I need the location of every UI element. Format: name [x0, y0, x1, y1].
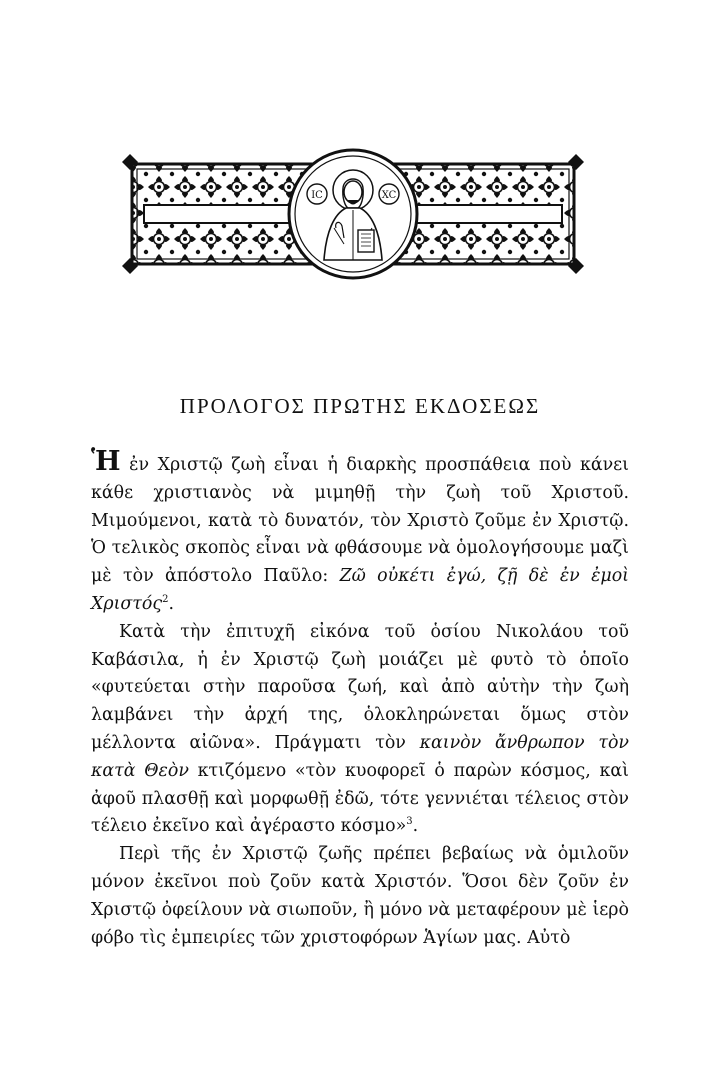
monogram-xc: XC	[381, 190, 397, 201]
ornamental-headpiece	[120, 148, 586, 280]
body-text	[91, 448, 629, 952]
text-segment: Κατὰ τὴν ἐπιτυχῆ εἰκόνα τοῦ ὁσίου Νικολάου τοῦ Καβάσιλα, ἡ ἐν Χριστῷ ζωὴ μοιάζει μὲ φυτὸ τὸ ὁποῖο «φυτεύεται στὴν παροῦσα ζωή, καὶ ἀπὸ αὐτὴν τὴν ζωὴ λαμβάνει τὴν ἀρχή της, ὁλοκληρώνεται ὅμως στὸν μέλλοντα αἰῶνα». Πράγματι τὸν	[91, 621, 629, 753]
paragraph	[91, 841, 629, 952]
footnote-marker: 2	[162, 594, 169, 606]
italic-quote: καινὸν ἄνθρωπον τὸν κατὰ Θεὸν	[91, 732, 630, 781]
drop-cap: Ἡ	[91, 446, 121, 477]
text-segment: Περὶ τῆς ἐν Χριστῷ ζωῆς πρέπει βεβαίως νὰ ὁμιλοῦν μόνον ἐκεῖνοι ποὺ ζοῦν κατὰ Χριστόν. Ὅσοι δὲν ζοῦν ἐν Χριστῷ ὀφείλουν νὰ σιωποῦν, ἢ μόνο νὰ μεταφέρουν μὲ ἱερὸ φόβο τὶς ἐμπειρίες τῶν χριστοφόρων Ἁγίων μας. Αὐτὸ	[91, 844, 629, 948]
medallion	[289, 150, 417, 278]
text-segment: ἐν Χριστῷ ζωὴ εἶναι ἡ διαρκὴς προσπάθεια ποὺ κάνει κάθε χριστιανὸς νὰ μιμηθῇ τὴν ζωὴ τοῦ Χριστοῦ. Μιμούμενοι, κατὰ τὸ δυνατόν, τὸν Χριστὸ ζοῦμε ἐν Χριστῷ. Ὁ τελικὸς σκοπὸς εἶναι νὰ φθάσουμε νὰ ὁμολογήσουμε μαζὶ μὲ τὸν ἀπόστολο Παῦλο:	[91, 455, 629, 587]
footnote-marker: 3	[406, 816, 413, 828]
italic-quote: Ζῶ οὐκέτι ἐγώ, ζῇ δὲ ἐν ἐμοὶ Χριστός	[91, 566, 629, 614]
chapter-heading: ΠΡΟΛΟΓΟΣ ΠΡΩΤΗΣ ΕΚΔΟΣΕΩΣ	[179, 394, 541, 418]
monogram-ic: IC	[311, 190, 323, 201]
text-segment: .	[412, 816, 419, 837]
paragraph	[91, 448, 629, 619]
paragraph	[91, 619, 629, 841]
text-segment: κτιζόμενο «τὸν κυοφορεῖ ὁ παρὼν κόσμος, καὶ ἀφοῦ πλασθῇ καὶ μορφωθῇ ἐδῶ, τότε γεννιέται τέλειος στὸν τέλειο ἐκεῖνο καὶ ἀγέραστο κόσμο»	[91, 760, 629, 837]
text-segment: .	[168, 593, 175, 614]
